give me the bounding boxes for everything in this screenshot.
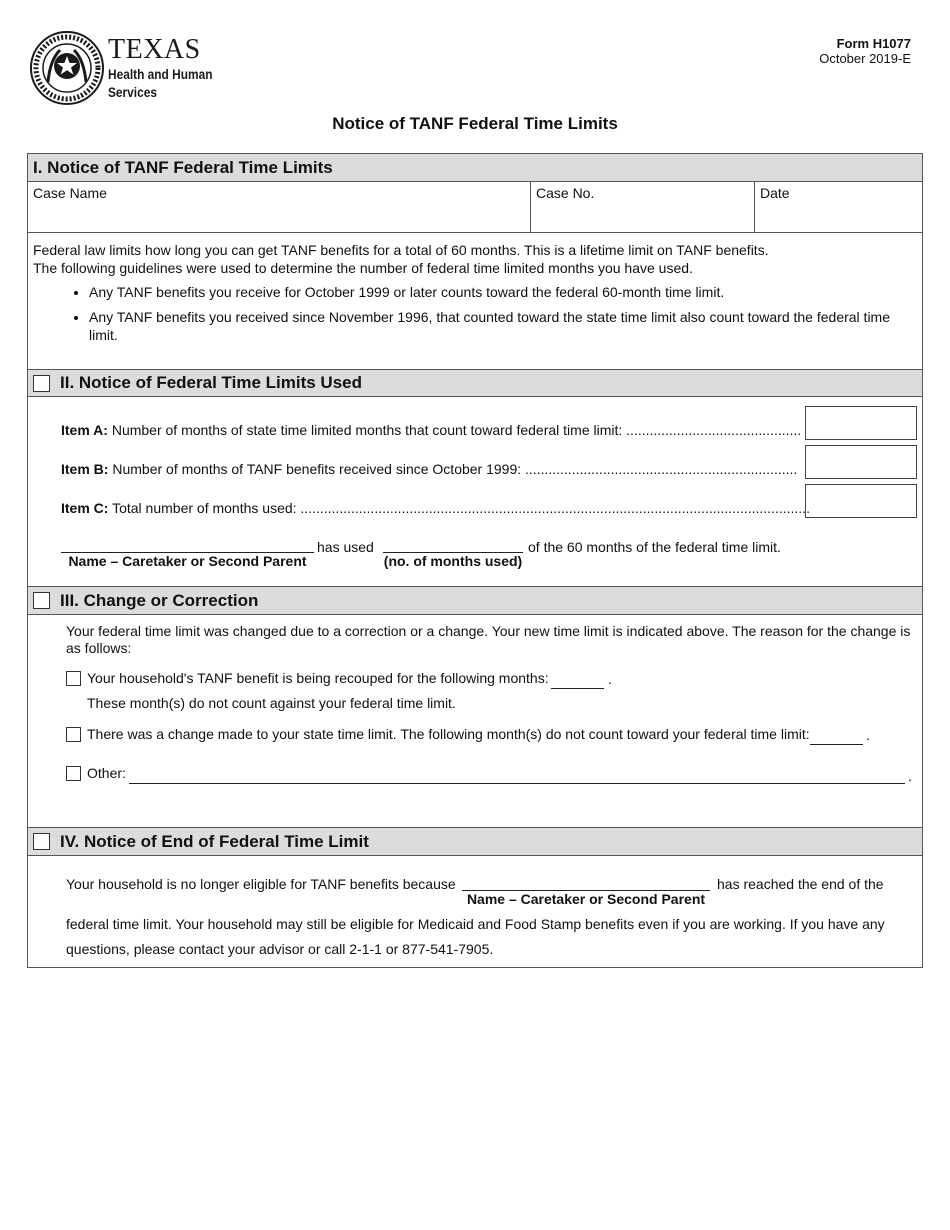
texas-seal-icon [30,30,104,106]
guidelines-list [89,283,917,344]
state-change-label: There was a change made to your state time limit. The following month(s) do not count toward your federal time limit: [87,726,810,742]
recouped-months-input[interactable] [551,688,604,689]
item-a-row [61,422,801,438]
sixty-months-text: of the 60 months of the federal time limit. [528,539,781,555]
section3-intro: Your federal time limit was changed due to a correction or a change. Your new time limit is indicated above. The reason for the change is as follows: [66,623,911,656]
item-a-input[interactable] [805,406,917,440]
end-limit-line-3: questions, please contact your advisor or call 2-1-1 or 877-541-7905. [66,941,494,957]
end-limit-line-2: federal time limit. Your household may still be eligible for Medicaid and Food Stamp benefits even if you are working. If you have any [66,916,885,932]
section4-body [28,856,922,967]
end-limit-text-after: has reached the end of the [717,876,884,892]
item-a-text: Number of months of state time limited months that count toward federal time limit: ............................................. [111,422,802,438]
end-limit-text-before: Your household is no longer eligible for TANF benefits because [66,876,456,892]
case-name-label: Case Name [33,185,107,201]
guideline-item: • Any TANF benefits you received since November 1996, that counted toward the state time limit also count toward the federal time limit. [89,308,917,344]
other-period: . [908,768,912,784]
section2-heading-text: II. Notice of Federal Time Limits Used [60,373,362,392]
logo-state-name: TEXAS [108,34,201,65]
item-c-text: Total number of months used: ................................................................................................................................... [112,500,810,516]
case-number-field[interactable] [531,182,755,232]
other-label: Other: [87,765,126,781]
item-b-text: Number of months of TANF benefits received since October 1999: ...................................................................... [112,461,798,477]
item-b-row [61,461,797,477]
case-name-field[interactable] [28,182,531,232]
form-identifier [819,36,911,66]
section2-body [28,397,922,587]
end-limit-name-field[interactable] [462,890,710,907]
has-used-text: has used [317,539,374,555]
guideline-item: • Any TANF benefits you receive for October 1999 or later counts toward the federal 60-month time limit. [89,283,917,301]
recouped-period: . [608,671,612,687]
item-c-row [61,500,810,516]
case-info-row [28,182,922,233]
item-b-label: Item B: [61,461,109,477]
case-number-label: Case No. [536,185,595,201]
other-reason-input[interactable] [129,783,905,784]
item-c-label: Item C: [61,500,109,516]
section3-heading [28,587,922,615]
section1-body [28,233,922,369]
section3-checkbox[interactable] [33,592,50,609]
section3-heading-text: III. Change or Correction [60,590,259,610]
agency-logo [30,30,231,106]
date-field[interactable] [755,182,922,232]
item-c-input[interactable] [805,484,917,518]
section4-checkbox[interactable] [33,833,50,850]
state-change-checkbox[interactable] [66,727,81,742]
form-number: Form H1077 [836,36,911,51]
months-used-field[interactable] [383,552,523,569]
recouped-checkbox[interactable] [66,671,81,686]
logo-agency-line1: Health and Human [108,66,213,82]
form-date: October 2019-E [819,51,911,66]
intro-line-1: Federal law limits how long you can get TANF benefits for a total of 60 months. This is a lifetime limit on TANF benefits. [33,242,769,258]
section1-heading-text: I. Notice of TANF Federal Time Limits [33,157,333,177]
section1-heading [28,154,922,182]
form-body [27,153,923,968]
caretaker-name-caption: Name – Caretaker or Second Parent [68,553,307,569]
other-checkbox[interactable] [66,766,81,781]
logo-agency-line2: Services [108,84,157,100]
section2-checkbox[interactable] [33,375,50,392]
recouped-note: These month(s) do not count against your federal time limit. [87,695,456,711]
section3-body [28,615,922,828]
page-title: Notice of TANF Federal Time Limits [332,114,618,133]
section4-heading [28,828,922,856]
intro-line-2: The following guidelines were used to determine the number of federal time limited months you have used. [33,260,693,276]
section4-heading-text: IV. Notice of End of Federal Time Limit [60,831,369,851]
state-change-period: . [866,727,870,743]
state-change-months-input[interactable] [810,744,863,745]
end-limit-name-caption: Name – Caretaker or Second Parent [466,891,706,907]
caretaker-name-field[interactable] [61,552,314,569]
section2-heading [28,369,922,397]
date-label: Date [760,185,790,201]
item-b-input[interactable] [805,445,917,479]
months-used-caption: (no. of months used) [383,553,523,569]
item-a-label: Item A: [61,422,108,438]
recouped-label: Your household's TANF benefit is being recouped for the following months: [87,670,549,686]
